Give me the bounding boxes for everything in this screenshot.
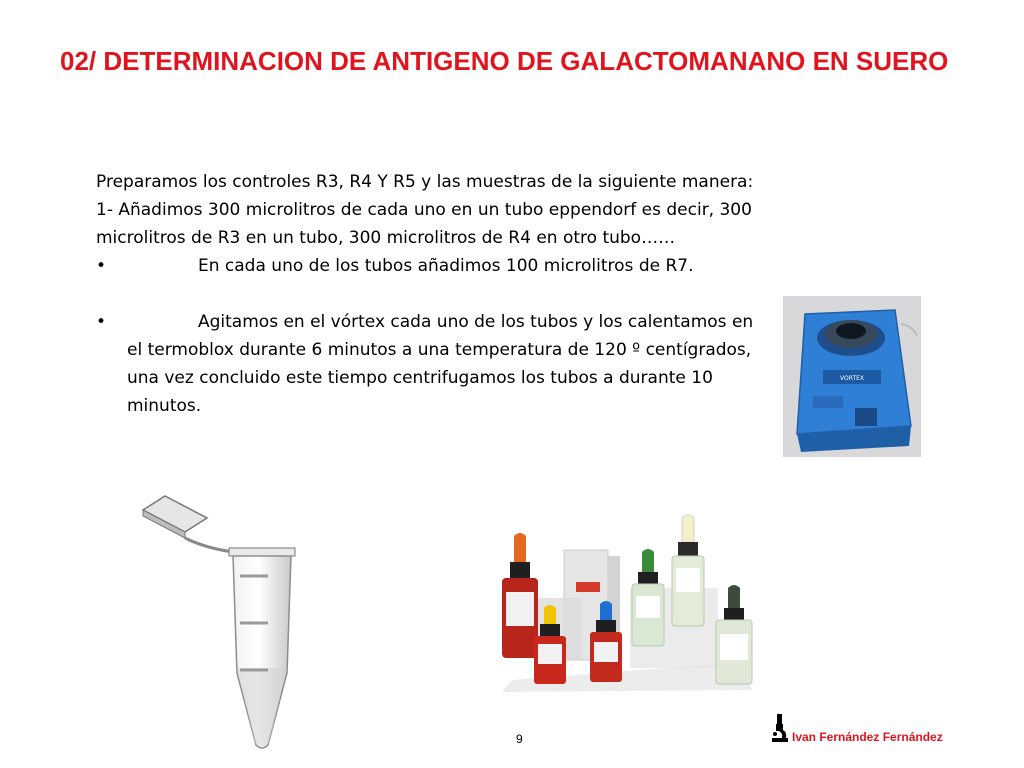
vortex-label: VORTEX bbox=[839, 375, 865, 382]
step-one-paragraph: 1- Añadimos 300 microlitros de cada uno en un tubo eppendorf es decir, 300 microlitros de R3 en un tubo, 300 microlitros de R4 en otro tubo…… bbox=[96, 200, 752, 248]
bullet-item bbox=[96, 308, 756, 420]
slide-body bbox=[96, 168, 756, 420]
vortex-mixer-image bbox=[783, 296, 921, 457]
microscope-icon bbox=[770, 712, 790, 744]
eppendorf-tube-image bbox=[135, 488, 310, 753]
reagent-bottles-image bbox=[492, 512, 762, 692]
bullet-marker: • bbox=[96, 312, 107, 332]
bullet-marker: • bbox=[96, 256, 107, 276]
slide-title: 02/ DETERMINACION DE ANTIGENO DE GALACTOMANANO EN SUERO bbox=[60, 46, 949, 76]
intro-paragraph: Preparamos los controles R3, R4 Y R5 y las muestras de la siguiente manera: bbox=[96, 172, 754, 192]
page-number: 9 bbox=[516, 732, 523, 746]
bullet-text: En cada uno de los tubos añadimos 100 microlitros de R7. bbox=[198, 256, 694, 276]
bullet-item bbox=[96, 252, 756, 280]
author-name: Ivan Fernández Fernández bbox=[792, 730, 943, 744]
bullet-text: Agitamos en el vórtex cada uno de los tubos y los calentamos en el termoblox durante 6 minutos a una temperatura de 120 º centígrados, una vez concluido este tiempo centrifugamos los tubos a durante 10 minutos. bbox=[127, 312, 754, 416]
